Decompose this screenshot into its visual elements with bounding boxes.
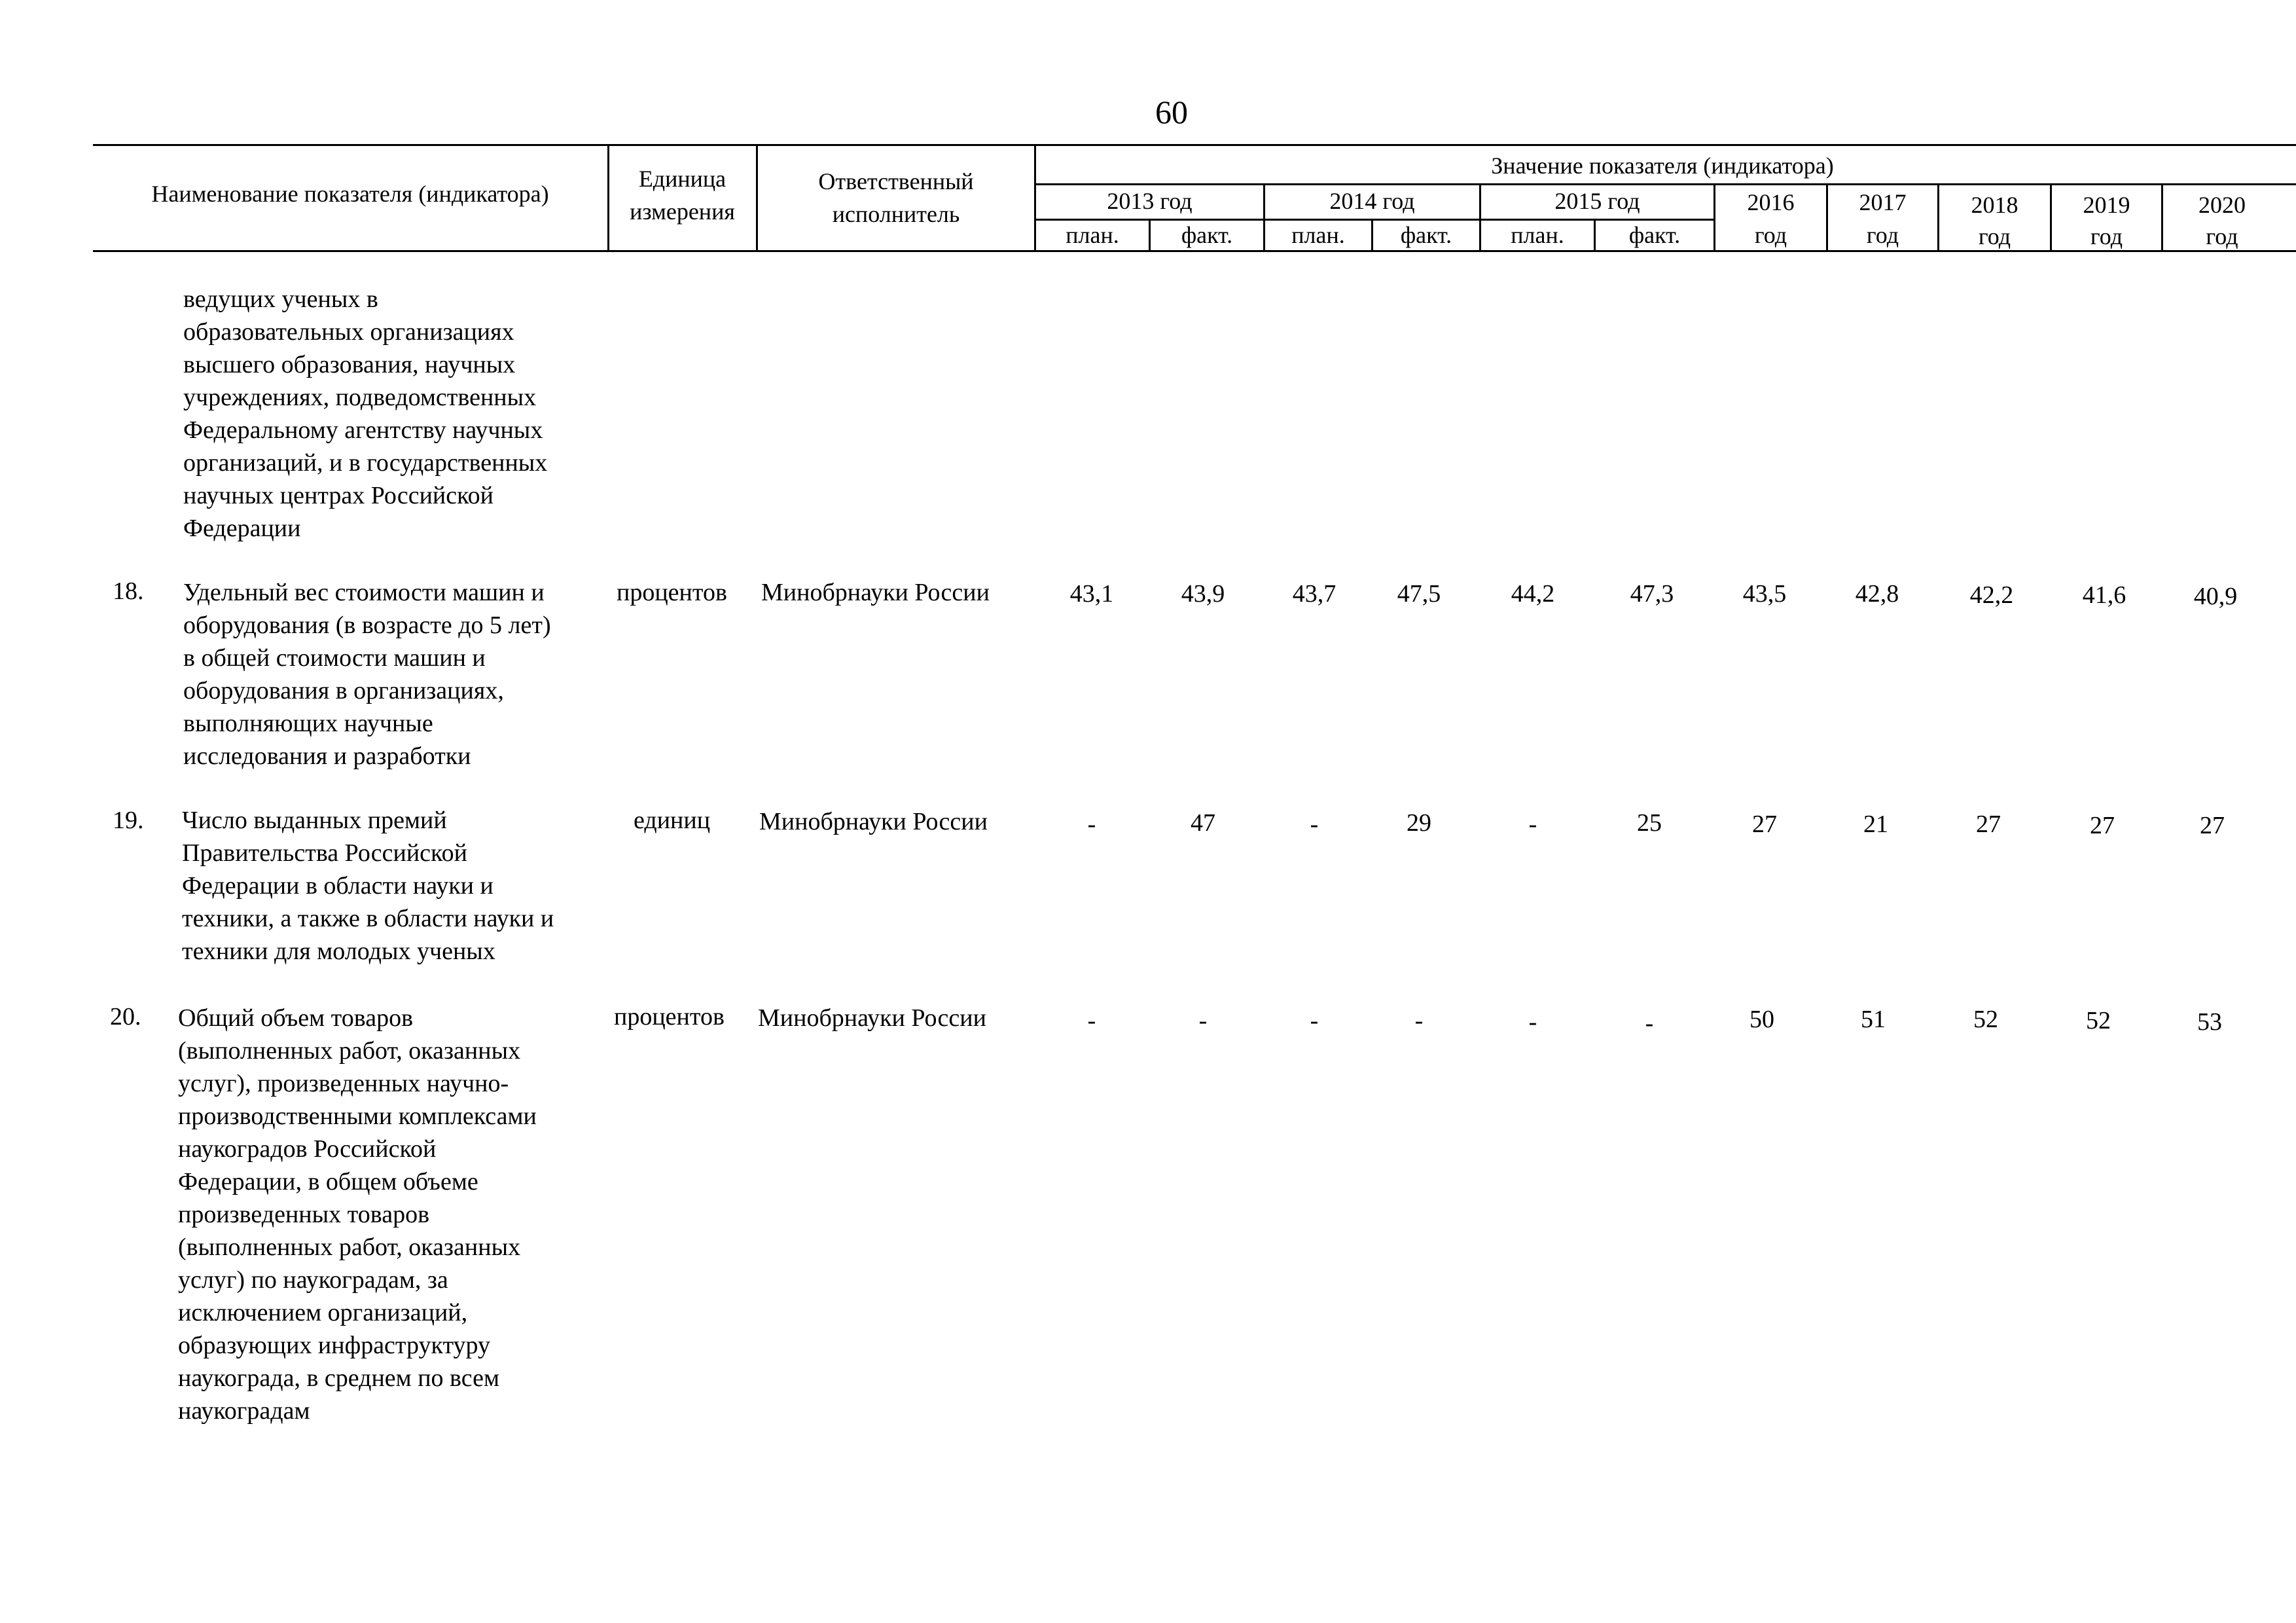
- header-fact: факт.: [1628, 222, 1681, 248]
- value-2016: 43,5: [1742, 580, 1787, 608]
- header-plan: план.: [1291, 222, 1345, 248]
- header-year-2014: 2014 год: [1329, 188, 1415, 214]
- indicator-name-line: услуг), произведенных научно-: [178, 1070, 509, 1097]
- value-2014-plan: -: [1310, 811, 1319, 838]
- indicator-name-line: Правительства Российской: [182, 839, 467, 867]
- unit: единиц: [634, 807, 711, 834]
- continuation-line: Федеральному агентству научных: [183, 416, 543, 444]
- header-year-2018: 2018: [1971, 192, 2018, 218]
- indicator-name: [178, 1002, 603, 1427]
- value-2018: 27: [1976, 811, 2001, 838]
- header-year-2019: 2019: [2083, 192, 2130, 218]
- indicator-name-line: в общей стоимости машин и: [183, 644, 486, 672]
- value-2015-plan: 44,2: [1511, 580, 1555, 608]
- continuation-line: Федерации: [183, 515, 301, 542]
- value-2013-fact: 43,9: [1181, 580, 1225, 608]
- header-unit-2: измерения: [630, 198, 735, 225]
- unit: процентов: [614, 1003, 725, 1030]
- continuation-line: высшего образования, научных: [183, 351, 516, 378]
- indicator-name-line: (выполненных работ, оказанных: [178, 1233, 521, 1261]
- indicator-name-line: Федерации в области науки и: [182, 872, 493, 900]
- header-year-2017: 2017: [1859, 189, 1907, 215]
- value-2016: 27: [1752, 811, 1777, 838]
- indicator-name-line: Федерации, в общем объеме: [178, 1168, 478, 1195]
- value-2015-plan: -: [1528, 1008, 1537, 1036]
- value-2015-fact: 25: [1637, 809, 1662, 837]
- row-number: 19.: [113, 807, 144, 834]
- row-number: 20.: [110, 1003, 141, 1030]
- indicator-name-line: техники для молодых ученых: [182, 938, 495, 965]
- value-2016: 50: [1749, 1006, 1774, 1033]
- indicator-name-line: оборудования (в возрасте до 5 лет): [183, 611, 551, 639]
- header-sub-line-2: [1034, 219, 1715, 221]
- indicator-name-line: производственными комплексами: [178, 1103, 537, 1130]
- value-2017: 51: [1861, 1006, 1886, 1033]
- value-2015-fact: -: [1645, 1010, 1654, 1037]
- value-2017: 42,8: [1855, 580, 1899, 608]
- header-god: год: [1754, 222, 1787, 248]
- indicator-name-line: (выполненных работ, оказанных: [178, 1037, 521, 1065]
- indicator-name-line: Удельный вес стоимости машин и: [183, 579, 545, 606]
- indicator-name-line: Число выданных премий: [182, 807, 447, 834]
- row-number: 18.: [113, 577, 144, 605]
- continuation-line: организаций, и в государственных: [183, 449, 548, 477]
- header-plan: план.: [1066, 222, 1119, 248]
- header-year-2015: 2015 год: [1554, 188, 1640, 214]
- value-2019: 41,6: [2082, 581, 2126, 609]
- continuation-line: научных центрах Российской: [183, 482, 493, 509]
- executor: Минобрнауки России: [761, 579, 990, 606]
- header-unit-1: Единица: [638, 166, 726, 192]
- value-2014-fact: -: [1414, 1007, 1424, 1034]
- value-2014-plan: -: [1310, 1007, 1319, 1034]
- value-2013-fact: 47: [1191, 809, 1215, 837]
- header-executor-1: Ответственный: [818, 168, 974, 194]
- header-name: Наименование показателя (индикатора): [151, 181, 549, 207]
- header-god: год: [1866, 222, 1899, 248]
- header-top-line: [93, 144, 2296, 146]
- indicator-name: [183, 576, 609, 773]
- value-2014-plan: 43,7: [1292, 580, 1336, 608]
- continuation-text: [183, 283, 609, 545]
- value-2015-fact: 47,3: [1630, 580, 1674, 608]
- header-sub-line-1: [1034, 183, 2296, 185]
- value-2020: 53: [2197, 1008, 2222, 1036]
- header-divider: [756, 145, 758, 251]
- header-plan: план.: [1511, 222, 1564, 248]
- header-god: год: [2090, 223, 2123, 249]
- indicator-name-line: произведенных товаров: [178, 1201, 430, 1228]
- value-2013-fact: -: [1198, 1007, 1208, 1034]
- header-year-2020: 2020: [2198, 192, 2246, 218]
- value-2019: 27: [2090, 812, 2115, 839]
- header-year-2013: 2013 год: [1107, 188, 1193, 214]
- value-2018: 42,2: [1969, 581, 2014, 609]
- header-fact: факт.: [1400, 222, 1452, 248]
- value-2020: 27: [2200, 812, 2225, 839]
- indicator-name-line: исследования и разработки: [183, 742, 471, 770]
- indicator-name-line: услуг) по наукоградам, за: [178, 1266, 448, 1294]
- value-2015-plan: -: [1528, 811, 1537, 838]
- unit: процентов: [617, 579, 727, 606]
- header-executor-2: исполнитель: [832, 201, 960, 227]
- value-2013-plan: 43,1: [1069, 580, 1114, 608]
- header-year-2016: 2016: [1747, 189, 1795, 215]
- indicator-name-line: наукоградам: [178, 1397, 310, 1425]
- value-2017: 21: [1863, 811, 1888, 838]
- indicator-name-line: выполняющих научные: [183, 710, 433, 737]
- header-god: год: [1978, 223, 2011, 249]
- indicator-name-line: техники, а также в области науки и: [182, 905, 554, 932]
- indicator-name-line: оборудования в организациях,: [183, 677, 504, 704]
- header-god: год: [2206, 223, 2238, 249]
- value-2013-plan: -: [1087, 1007, 1096, 1034]
- value-2013-plan: -: [1087, 811, 1096, 838]
- value-2014-fact: 29: [1407, 809, 1431, 837]
- header-value-group: Значение показателя (индикатора): [1491, 153, 1834, 179]
- value-2020: 40,9: [2193, 583, 2238, 610]
- header-fact: факт.: [1181, 222, 1233, 248]
- value-2019: 52: [2086, 1007, 2111, 1034]
- continuation-line: ведущих ученых в: [183, 285, 378, 313]
- value-2018: 52: [1973, 1006, 1998, 1033]
- indicator-name-line: наукограда, в среднем по всем: [178, 1364, 500, 1392]
- executor: Минобрнауки России: [759, 808, 988, 835]
- page-number: 60: [1155, 94, 1188, 130]
- indicator-name-line: наукоградов Российской: [178, 1135, 437, 1163]
- continuation-line: учреждениях, подведомственных: [183, 384, 537, 411]
- executor: Минобрнауки России: [758, 1004, 986, 1032]
- indicator-name: [182, 804, 607, 968]
- continuation-line: образовательных организациях: [183, 318, 514, 346]
- indicator-name-line: образующих инфраструктуру: [178, 1332, 491, 1359]
- indicator-name-line: исключением организаций,: [178, 1299, 468, 1326]
- value-2014-fact: 47,5: [1397, 580, 1441, 608]
- indicator-name-line: Общий объем товаров: [178, 1004, 414, 1032]
